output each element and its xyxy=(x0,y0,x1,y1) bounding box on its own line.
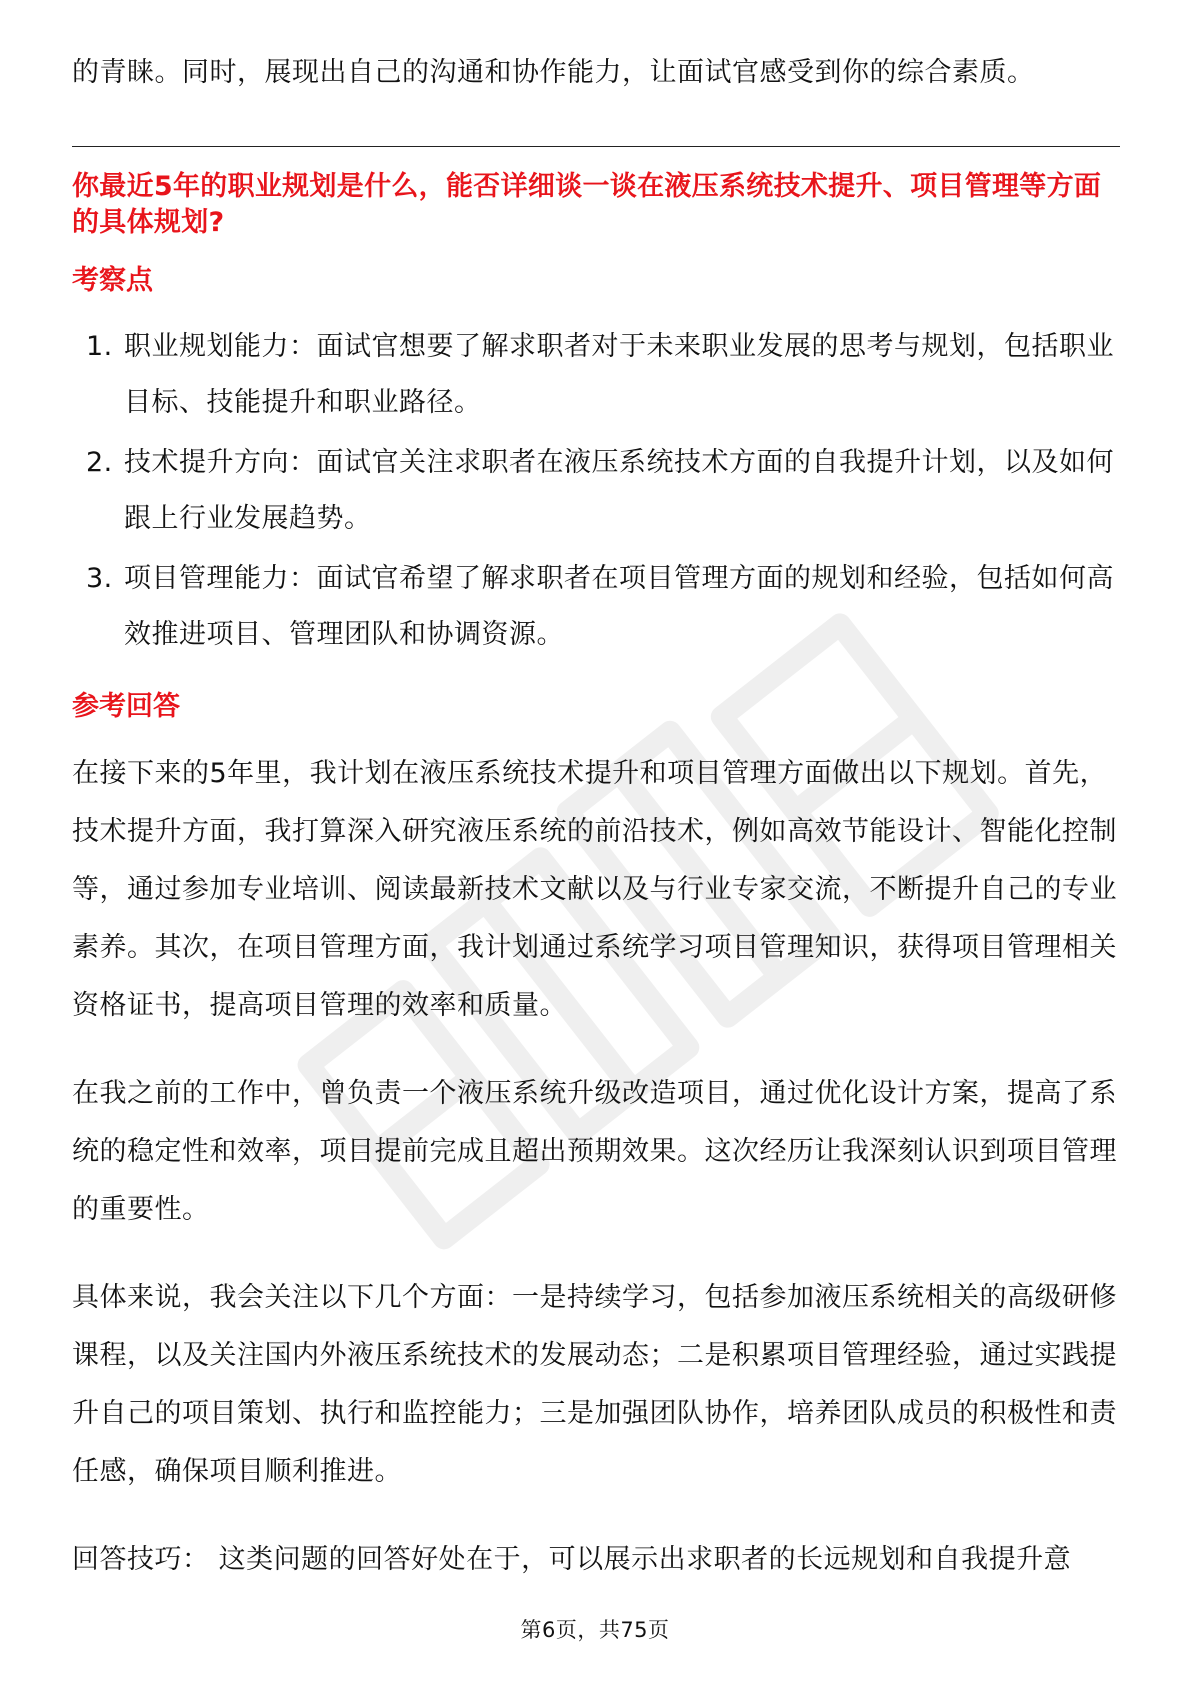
list-item xyxy=(72,551,1120,663)
continued-paragraph: 的青睐。同时，展现出自己的沟通和协作能力，让面试官感受到你的综合素质。 xyxy=(72,57,1035,88)
list-item xyxy=(72,319,1120,431)
interview-question: 你最近5年的职业规划是什么，能否详细谈一谈在液压系统技术提升、项目管理等方面的具体规划? xyxy=(72,171,1102,238)
exam-points-heading: 考察点 xyxy=(72,265,153,296)
list-item-number: 2. xyxy=(86,447,113,478)
list-item-text: 项目管理能力：面试官希望了解求职者在项目管理方面的规划和经验，包括如何高效推进项目、管理团队和协调资源。 xyxy=(124,563,1114,650)
answer-paragraph: 在我之前的工作中，曾负责一个液压系统升级改造项目，通过优化设计方案，提高了系统的稳定性和效率，项目提前完成且超出预期效果。这次经历让我深刻认识到项目管理的重要性。 xyxy=(72,1078,1117,1225)
answer-paragraph: 具体来说，我会关注以下几个方面：一是持续学习，包括参加液压系统相关的高级研修课程，以及关注国内外液压系统技术的发展动态；二是积累项目管理经验，通过实践提升自己的项目策划、执行和监控能力；三是加强团队协作，培养团队成员的积极性和责任感，确保项目顺利推进。 xyxy=(72,1282,1117,1487)
page-number: 第6页，共75页 xyxy=(520,1618,670,1642)
list-item-text: 职业规划能力：面试官想要了解求职者对于未来职业发展的思考与规划，包括职业目标、技能提升和职业路径。 xyxy=(124,331,1114,418)
section-divider xyxy=(72,146,1120,147)
page-content xyxy=(72,44,1120,1589)
list-item xyxy=(72,435,1120,547)
exam-points-list xyxy=(72,319,1120,663)
answer-paragraph: 在接下来的5年里，我计划在液压系统技术提升和项目管理方面做出以下规划。首先，技术提升方面，我打算深入研究液压系统的前沿技术，例如高效节能设计、智能化控制等，通过参加专业培训、阅读最新技术文献以及与行业专家交流，不断提升自己的专业素养。其次，在项目管理方面，我计划通过系统学习项目管理知识，获得项目管理相关资格证书，提高项目管理的效率和质量。 xyxy=(72,758,1117,1021)
list-item-number: 1. xyxy=(86,331,113,362)
list-item-number: 3. xyxy=(86,563,113,594)
answer-tips-paragraph: 回答技巧： 这类问题的回答好处在于，可以展示出求职者的长远规划和自我提升意 xyxy=(72,1544,1072,1575)
list-item-text: 技术提升方向：面试官关注求职者在液压系统技术方面的自我提升计划，以及如何跟上行业发展趋势。 xyxy=(124,447,1114,534)
answer-heading: 参考回答 xyxy=(72,691,180,722)
reference-answer xyxy=(72,689,1120,1589)
